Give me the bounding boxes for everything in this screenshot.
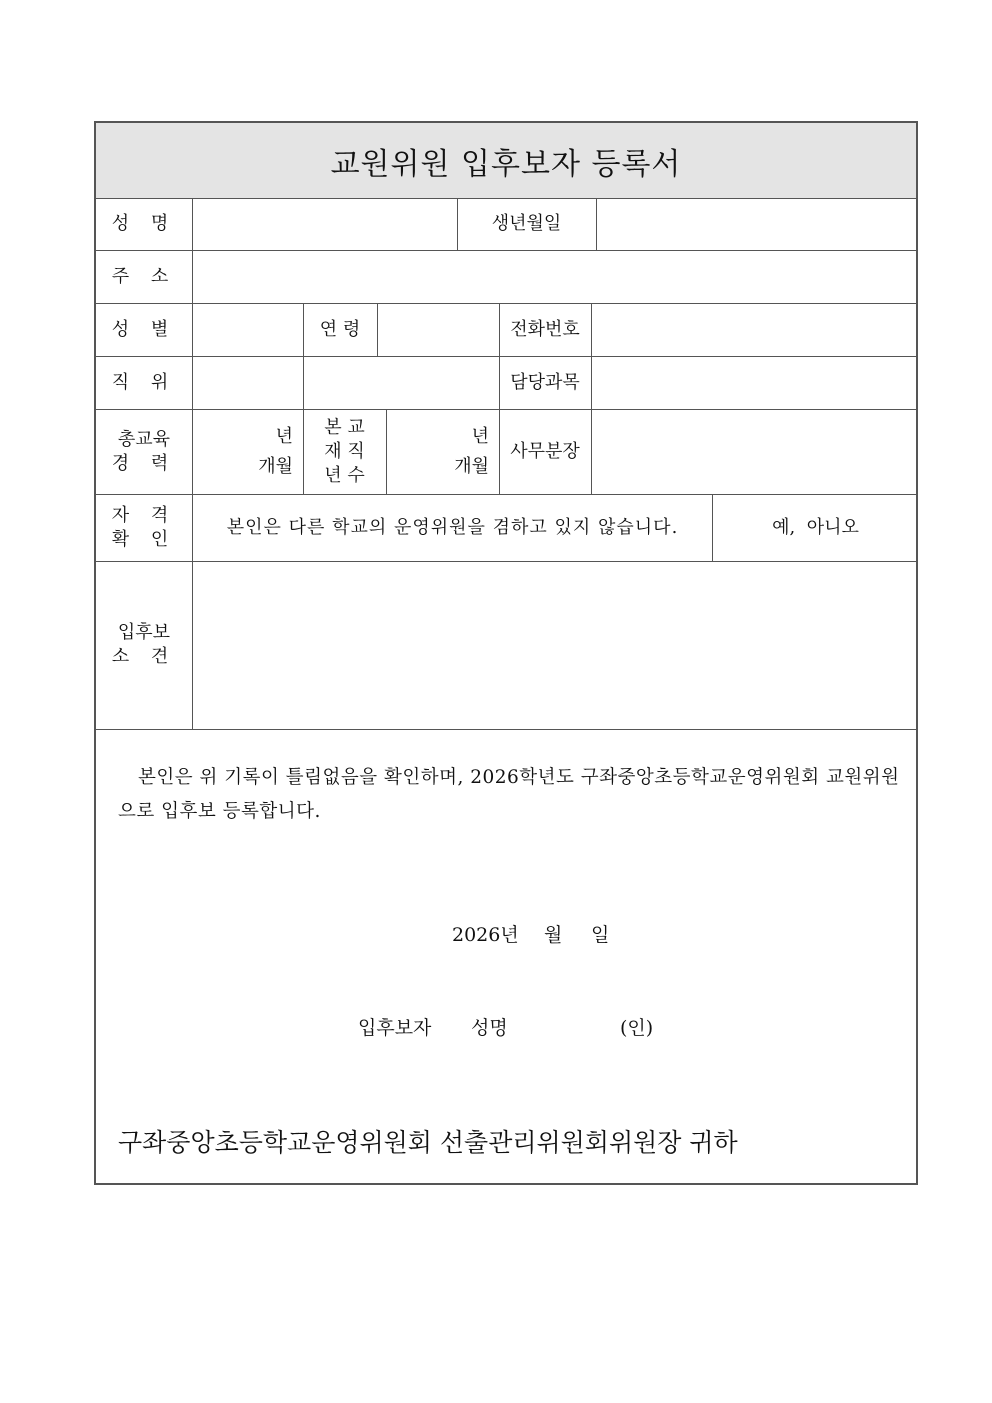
duty-field[interactable] [592,409,918,494]
school-tenure-label-line3: 년 수 [324,464,365,486]
address-field[interactable] [193,250,918,303]
qualification-choice[interactable]: 예, 아니오 [772,516,859,538]
address-label: 주 소 [111,265,177,287]
position-label: 직 위 [111,371,177,393]
date-day[interactable]: 일 [591,924,610,946]
year-unit: 년 [471,425,489,447]
age-field[interactable] [378,303,499,356]
year-unit: 년 [275,425,293,447]
form-title: 교원위원 입후보자 등록서 [96,123,916,199]
opinion-field[interactable] [193,561,918,729]
name-field[interactable] [193,198,457,250]
opinion-label-line2: 소 견 [111,646,177,667]
subject-label: 담당과목 [510,371,580,393]
phone-label: 전화번호 [510,318,580,340]
birthdate-label: 생년월일 [491,213,562,234]
qualification-label-line2: 확 인 [111,528,177,550]
birthdate-field[interactable] [597,198,918,250]
date-month[interactable]: 월 [544,924,563,946]
candidate-label: 입후보자 [358,1017,432,1039]
school-tenure-field[interactable] [387,409,489,494]
registration-form [94,121,918,1185]
month-unit: 개월 [258,455,293,477]
seal-mark[interactable]: (인) [620,1017,654,1039]
date-year: 2026년 [452,924,519,946]
month-unit: 개월 [454,455,489,477]
name-label: 성 명 [111,213,177,234]
total-career-label-line1: 총교육 [117,428,171,450]
opinion-label [96,561,192,729]
gender-label: 성 별 [111,318,177,340]
position-field[interactable] [193,356,499,409]
gender-field[interactable] [193,303,303,356]
qualification-label [96,494,192,561]
row-divider [96,729,918,730]
declaration-line2: 으로 입후보 등록합니다. [118,801,321,822]
recipient: 구좌중앙초등학교운영위원회 선출관리위원회위원장 귀하 [118,1128,738,1157]
signature-name-label: 성명 [471,1017,508,1039]
total-career-label [96,409,192,494]
total-career-label-line2: 경 력 [111,452,177,474]
phone-field[interactable] [592,303,918,356]
declaration-line1: 본인은 위 기록이 틀림없음을 확인하며, 2026학년도 구좌중앙초등학교운영위원회 교원위원 [138,767,900,788]
age-label: 연 령 [319,318,361,340]
opinion-label-line1: 입후보 [117,622,171,643]
subject-field[interactable] [592,356,918,409]
qualification-statement: 본인은 다른 학교의 운영위원을 겸하고 있지 않습니다. [226,516,679,538]
qualification-label-line1: 자 격 [111,504,177,526]
total-career-field[interactable] [193,409,293,494]
school-tenure-label [303,409,386,494]
school-tenure-label-line2: 재 직 [324,440,365,462]
duty-label: 사무분장 [510,440,580,462]
school-tenure-label-line1: 본 교 [324,416,365,438]
